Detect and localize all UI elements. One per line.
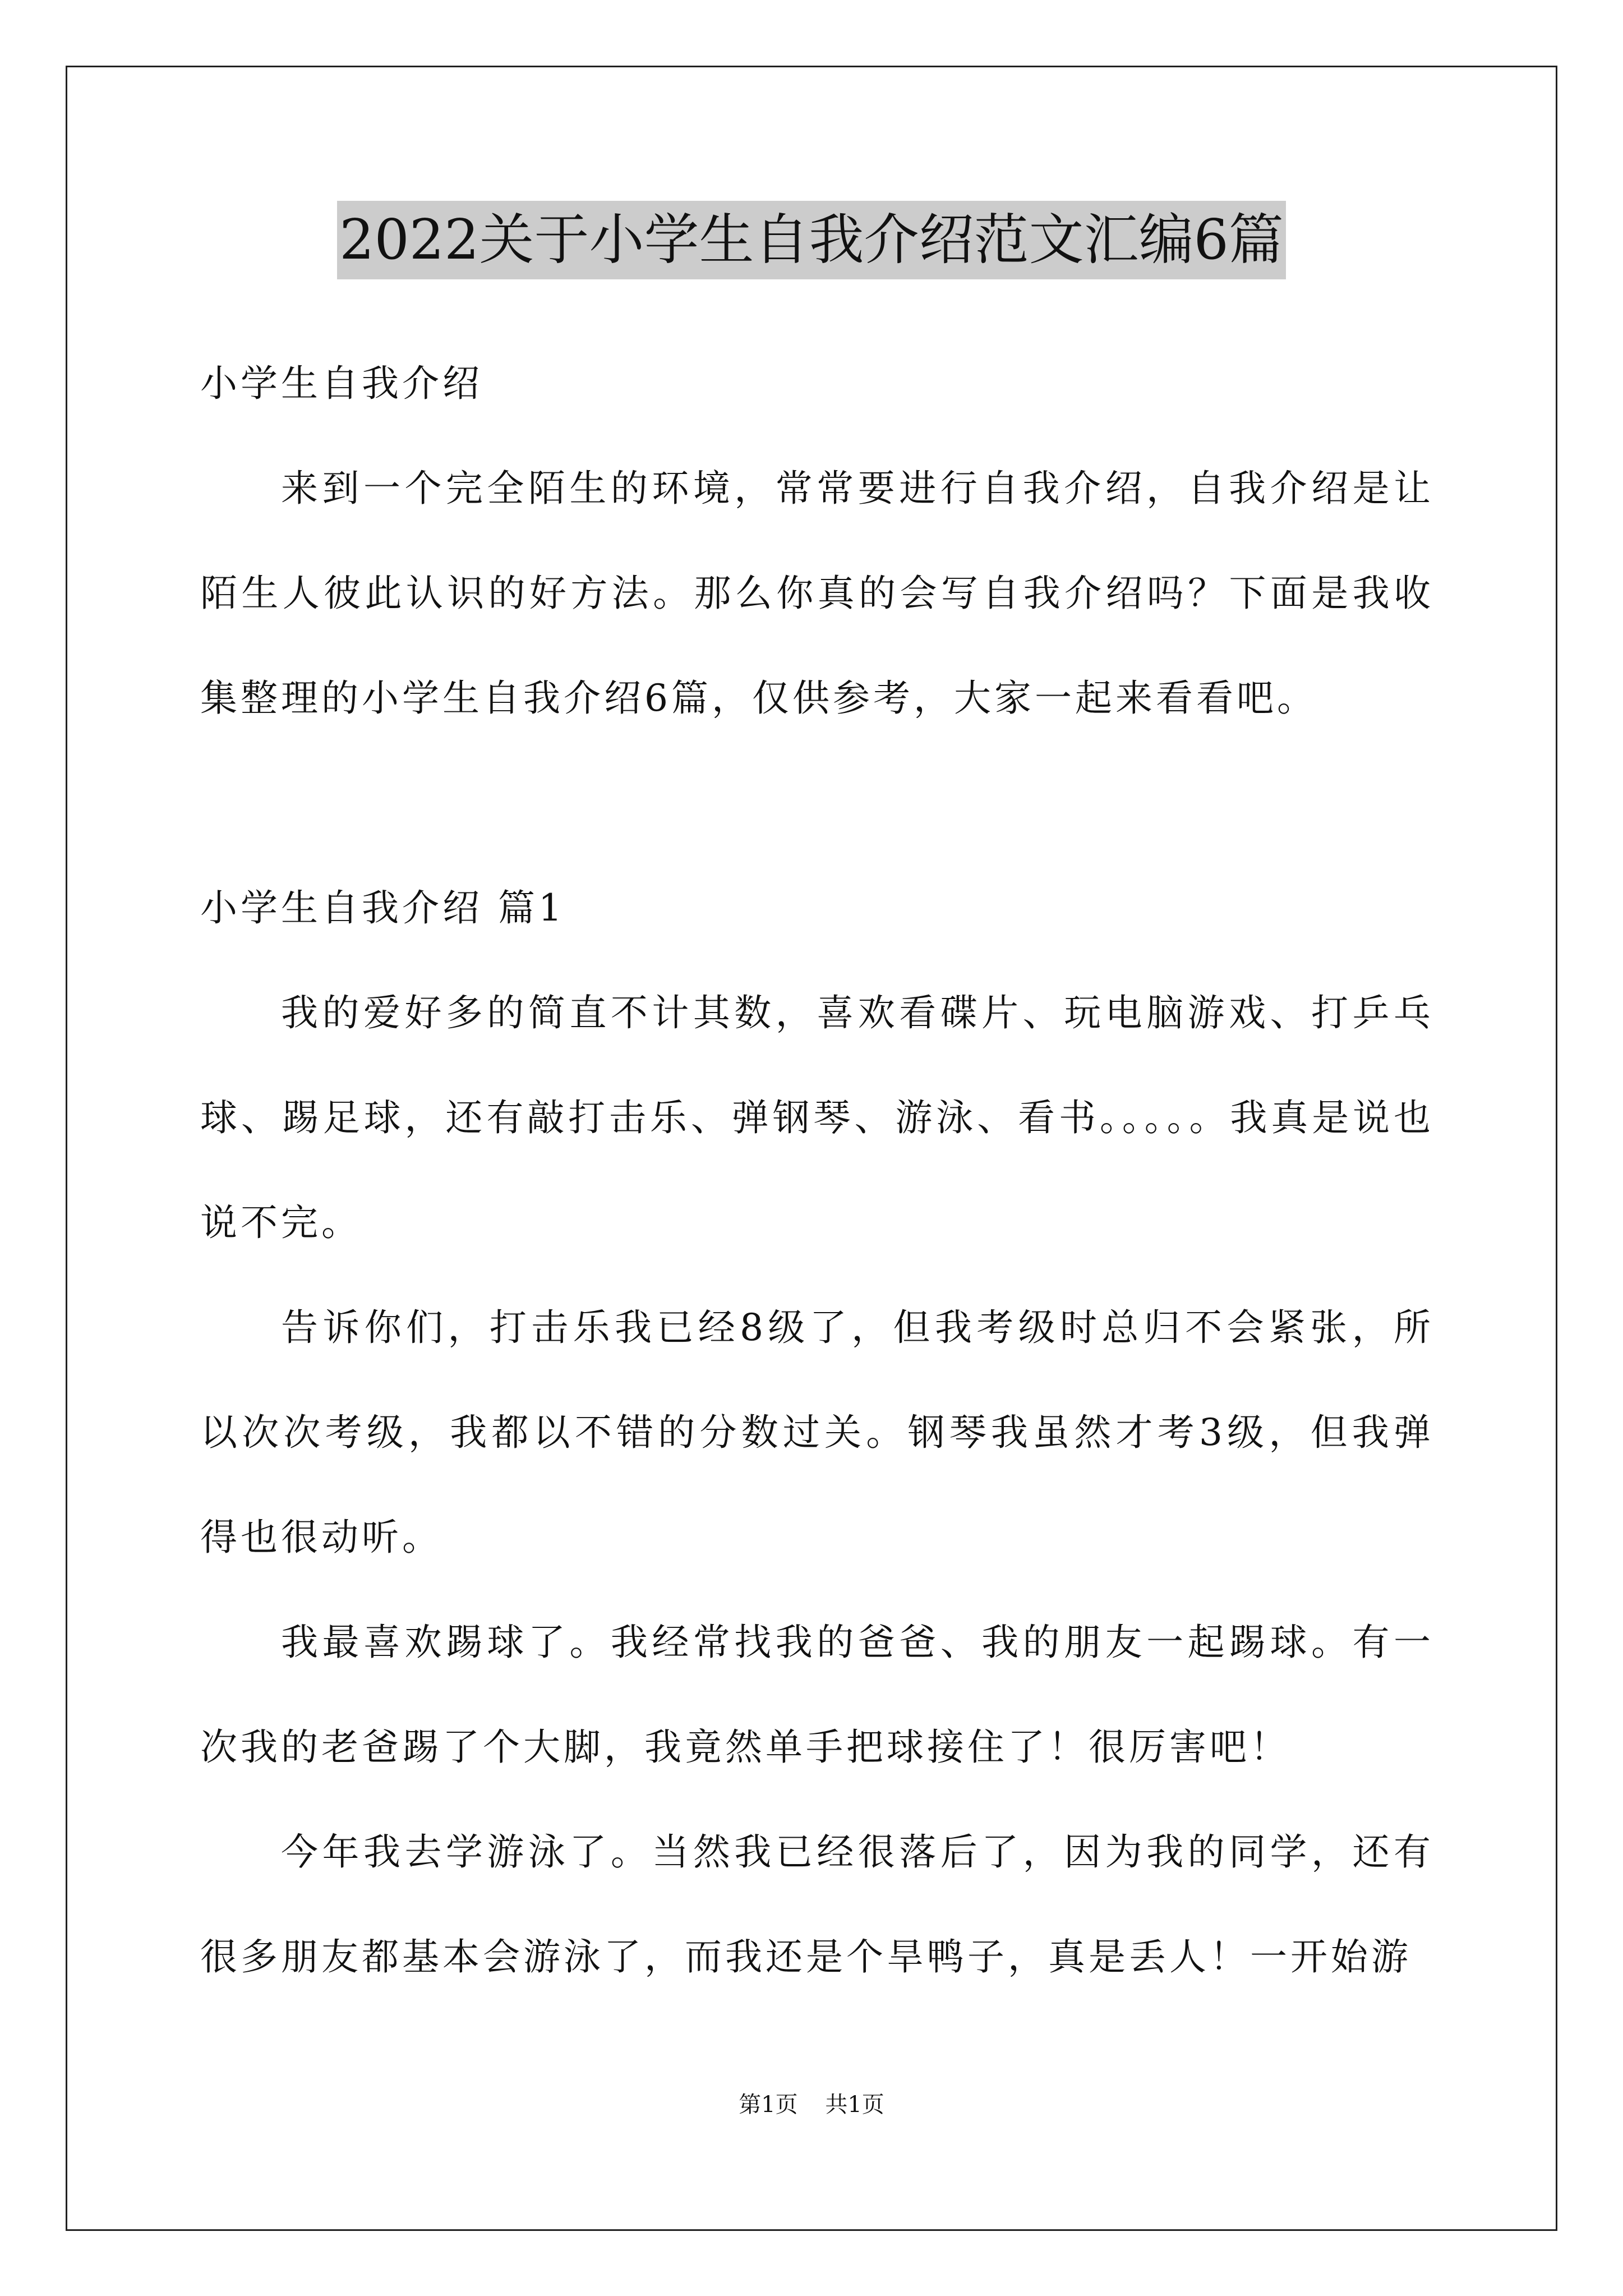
article-paragraph-4: 今年我去学游泳了。当然我已经很落后了，因为我的同学，还有很多朋友都基本会游泳了，而我还是个旱鸭子，真是丢人！一开始游 bbox=[200, 1830, 1434, 1978]
page-total: 共1页 bbox=[825, 2092, 884, 2118]
section-heading: 小学生自我介绍 bbox=[200, 362, 483, 405]
page-footer bbox=[0, 2087, 1623, 2119]
document-body bbox=[200, 331, 1434, 2009]
article-paragraph-2: 告诉你们，打击乐我已经8级了，但我考级时总归不会紧张，所以次次考级，我都以不错的分数过关。钢琴我虽然才考3级，但我弹得也很动听。 bbox=[200, 1306, 1434, 1559]
intro-paragraph: 来到一个完全陌生的环境，常常要进行自我介绍，自我介绍是让陌生人彼此认识的好方法。那么你真的会写自我介绍吗？下面是我收集整理的小学生自我介绍6篇，仅供参考，大家一起来看看吧。 bbox=[200, 467, 1434, 720]
page-number: 第1页 bbox=[739, 2092, 798, 2118]
article-paragraph-1: 我的爱好多的简直不计其数，喜欢看碟片、玩电脑游戏、打乒乓球、踢足球，还有敲打击乐、弹钢琴、游泳、看书。。。。。我真是说也说不完。 bbox=[200, 991, 1434, 1244]
article-heading: 小学生自我介绍 篇1 bbox=[200, 886, 565, 930]
document-title: 2022关于小学生自我介绍范文汇编6篇 bbox=[337, 201, 1286, 279]
article-paragraph-3: 我最喜欢踢球了。我经常找我的爸爸、我的朋友一起踢球。有一次我的老爸踢了个大脚，我竟然单手把球接住了！很厉害吧！ bbox=[200, 1621, 1434, 1769]
title-container bbox=[0, 201, 1623, 279]
paragraph-spacer bbox=[200, 751, 1434, 855]
